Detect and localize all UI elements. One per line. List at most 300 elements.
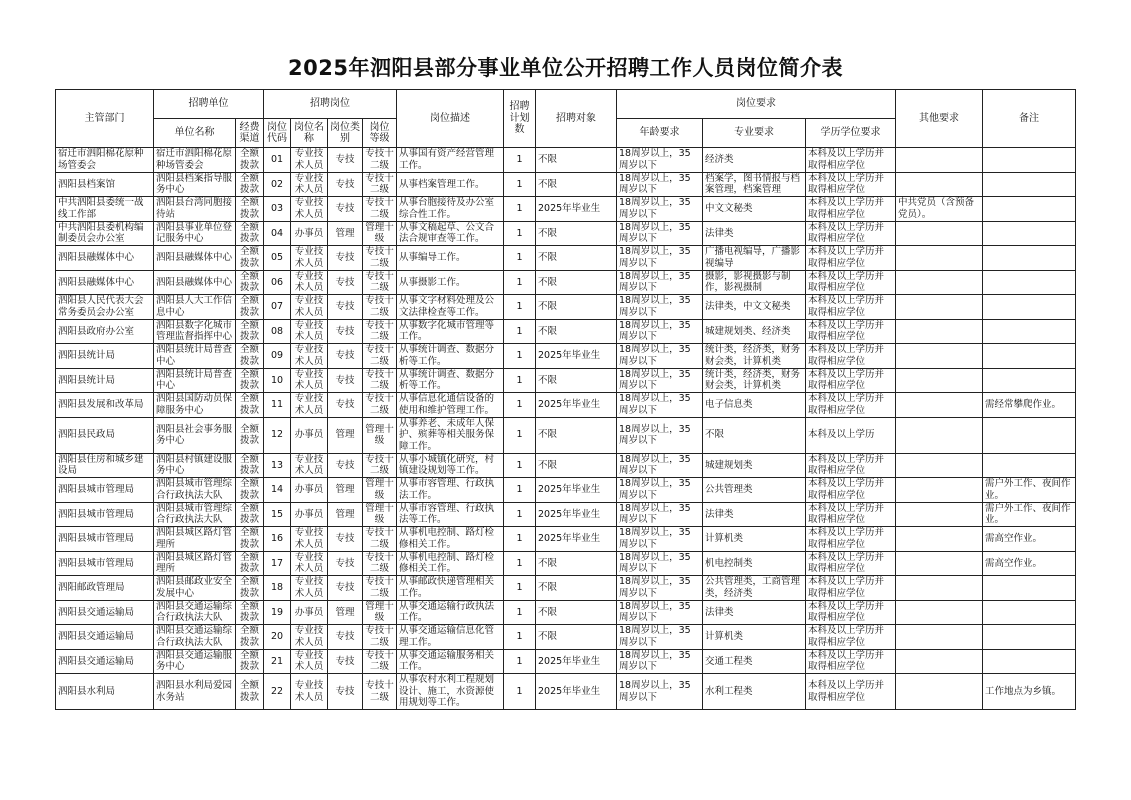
cell-other <box>896 551 983 576</box>
cell-plan-count: 1 <box>504 270 536 295</box>
cell-target: 不限 <box>536 551 617 576</box>
cell-dept: 泗阳县交通运输局 <box>56 625 154 650</box>
cell-education: 本科及以上学历并取得相应学位 <box>806 148 896 173</box>
cell-age: 18周岁以上，35周岁以下 <box>617 600 703 625</box>
cell-dept: 中共泗阳县委机构编制委员会办公室 <box>56 221 154 246</box>
cell-plan-count: 1 <box>504 674 536 710</box>
cell-post-level: 管理十级 <box>363 221 397 246</box>
cell-age: 18周岁以上，35周岁以下 <box>617 197 703 222</box>
cell-other <box>896 576 983 601</box>
table-row <box>56 649 1076 674</box>
cell-post-name: 专业技术人员 <box>291 270 328 295</box>
cell-dept: 泗阳县融媒体中心 <box>56 246 154 271</box>
cell-post-name: 专业技术人员 <box>291 551 328 576</box>
job-positions-table <box>55 89 1076 710</box>
cell-post-level: 专技十二级 <box>363 344 397 369</box>
table-row <box>56 344 1076 369</box>
cell-post-code: 08 <box>264 319 291 344</box>
cell-post-code: 21 <box>264 649 291 674</box>
cell-plan-count: 1 <box>504 393 536 418</box>
cell-post-name: 专业技术人员 <box>291 319 328 344</box>
cell-funding: 全额拨款 <box>236 344 264 369</box>
cell-education: 本科及以上学历并取得相应学位 <box>806 453 896 478</box>
cell-post-level: 专技十二级 <box>363 453 397 478</box>
table-row <box>56 527 1076 552</box>
header-req-group: 岗位要求 <box>617 90 896 119</box>
cell-education: 本科及以上学历 <box>806 417 896 453</box>
cell-other <box>896 649 983 674</box>
cell-post-name: 专业技术人员 <box>291 172 328 197</box>
cell-post-name: 专业技术人员 <box>291 368 328 393</box>
cell-post-name: 专业技术人员 <box>291 576 328 601</box>
cell-funding: 全额拨款 <box>236 576 264 601</box>
cell-education: 本科及以上学历并取得相应学位 <box>806 221 896 246</box>
cell-education: 本科及以上学历并取得相应学位 <box>806 502 896 527</box>
cell-dept: 泗阳县档案馆 <box>56 172 154 197</box>
cell-remark: 需经常攀爬作业。 <box>983 393 1076 418</box>
cell-unit-name: 泗阳县统计局普查中心 <box>154 368 236 393</box>
cell-post-level: 专技十二级 <box>363 625 397 650</box>
cell-post-level: 专技十二级 <box>363 393 397 418</box>
cell-dept: 泗阳县交通运输局 <box>56 600 154 625</box>
table-row <box>56 246 1076 271</box>
cell-other <box>896 344 983 369</box>
cell-post-type: 专技 <box>328 368 363 393</box>
cell-post-code: 18 <box>264 576 291 601</box>
cell-funding: 全额拨款 <box>236 197 264 222</box>
cell-post-level: 管理十级 <box>363 502 397 527</box>
cell-remark: 需高空作业。 <box>983 527 1076 552</box>
cell-age: 18周岁以上，35周岁以下 <box>617 527 703 552</box>
cell-unit-name: 泗阳县水利局爱园水务站 <box>154 674 236 710</box>
cell-post-level: 专技十二级 <box>363 246 397 271</box>
cell-funding: 全额拨款 <box>236 600 264 625</box>
cell-post-type: 专技 <box>328 453 363 478</box>
table-row <box>56 197 1076 222</box>
document-title: 2025年泗阳县部分事业单位公开招聘工作人员岗位简介表 <box>288 56 843 80</box>
cell-post-name: 办事员 <box>291 417 328 453</box>
cell-dept: 泗阳邮政管理局 <box>56 576 154 601</box>
cell-description: 从事交通运输服务相关工作。 <box>397 649 504 674</box>
cell-education: 本科及以上学历并取得相应学位 <box>806 625 896 650</box>
cell-remark <box>983 344 1076 369</box>
cell-description: 从事编导工作。 <box>397 246 504 271</box>
cell-post-name: 专业技术人员 <box>291 197 328 222</box>
cell-post-level: 专技十二级 <box>363 197 397 222</box>
header-post-level: 岗位等级 <box>363 119 397 148</box>
cell-post-name: 专业技术人员 <box>291 527 328 552</box>
cell-description: 从事档案管理工作。 <box>397 172 504 197</box>
cell-post-level: 管理十级 <box>363 417 397 453</box>
cell-post-code: 19 <box>264 600 291 625</box>
cell-funding: 全额拨款 <box>236 649 264 674</box>
cell-description: 从事摄影工作。 <box>397 270 504 295</box>
cell-remark <box>983 625 1076 650</box>
cell-remark <box>983 368 1076 393</box>
cell-age: 18周岁以上，35周岁以下 <box>617 148 703 173</box>
cell-major: 法律类 <box>703 221 806 246</box>
cell-major: 公共管理类，工商管理类，经济类 <box>703 576 806 601</box>
header-other: 其他要求 <box>896 90 983 148</box>
cell-unit-name: 泗阳县邮政业安全发展中心 <box>154 576 236 601</box>
cell-post-type: 管理 <box>328 502 363 527</box>
cell-plan-count: 1 <box>504 478 536 503</box>
cell-post-code: 16 <box>264 527 291 552</box>
cell-description: 从事文字材料处理及公文法律检查等工作。 <box>397 295 504 320</box>
cell-description: 从事市容管理、行政执法等工作。 <box>397 502 504 527</box>
cell-target: 不限 <box>536 172 617 197</box>
cell-unit-name: 泗阳县交通运输服务中心 <box>154 649 236 674</box>
table-row <box>56 576 1076 601</box>
cell-post-type: 专技 <box>328 270 363 295</box>
cell-post-level: 专技十二级 <box>363 368 397 393</box>
cell-major: 公共管理类 <box>703 478 806 503</box>
cell-other <box>896 148 983 173</box>
cell-remark <box>983 600 1076 625</box>
cell-unit-name: 泗阳县城市管理综合行政执法大队 <box>154 478 236 503</box>
cell-age: 18周岁以上，35周岁以下 <box>617 674 703 710</box>
cell-remark <box>983 197 1076 222</box>
cell-education: 本科及以上学历并取得相应学位 <box>806 295 896 320</box>
cell-plan-count: 1 <box>504 527 536 552</box>
cell-major: 不限 <box>703 417 806 453</box>
cell-education: 本科及以上学历并取得相应学位 <box>806 393 896 418</box>
cell-other <box>896 393 983 418</box>
cell-plan-count: 1 <box>504 319 536 344</box>
cell-funding: 全额拨款 <box>236 172 264 197</box>
cell-other <box>896 319 983 344</box>
cell-target: 不限 <box>536 576 617 601</box>
table-row <box>56 295 1076 320</box>
cell-major: 计算机类 <box>703 527 806 552</box>
table-body <box>56 148 1076 710</box>
header-funding: 经费渠道 <box>236 119 264 148</box>
cell-funding: 全额拨款 <box>236 551 264 576</box>
cell-description: 从事台胞接待及办公室综合性工作。 <box>397 197 504 222</box>
cell-unit-name: 泗阳县台湾同胞接待站 <box>154 197 236 222</box>
cell-target: 不限 <box>536 319 617 344</box>
cell-post-level: 专技十二级 <box>363 551 397 576</box>
cell-age: 18周岁以上，35周岁以下 <box>617 344 703 369</box>
cell-post-code: 06 <box>264 270 291 295</box>
cell-post-name: 办事员 <box>291 502 328 527</box>
cell-post-code: 22 <box>264 674 291 710</box>
cell-age: 18周岁以上，35周岁以下 <box>617 478 703 503</box>
cell-description: 从事交通运输信息化管理工作。 <box>397 625 504 650</box>
cell-target: 2025年毕业生 <box>536 674 617 710</box>
cell-target: 不限 <box>536 148 617 173</box>
cell-age: 18周岁以上，35周岁以下 <box>617 368 703 393</box>
cell-unit-name: 泗阳县城市管理综合行政执法大队 <box>154 502 236 527</box>
cell-major: 摄影，影视摄影与制作，影视摄制 <box>703 270 806 295</box>
cell-target: 2025年毕业生 <box>536 344 617 369</box>
cell-post-type: 管理 <box>328 221 363 246</box>
header-description: 岗位描述 <box>397 90 504 148</box>
cell-dept: 泗阳县人民代表大会常务委员会办公室 <box>56 295 154 320</box>
cell-plan-count: 1 <box>504 172 536 197</box>
cell-major: 统计类，经济类，财务财会类，计算机类 <box>703 368 806 393</box>
cell-funding: 全额拨款 <box>236 246 264 271</box>
cell-description: 从事邮政快递管理相关工作。 <box>397 576 504 601</box>
cell-remark <box>983 172 1076 197</box>
cell-major: 法律类 <box>703 600 806 625</box>
cell-post-type: 专技 <box>328 295 363 320</box>
cell-plan-count: 1 <box>504 368 536 393</box>
cell-other <box>896 600 983 625</box>
cell-dept: 泗阳县统计局 <box>56 344 154 369</box>
cell-education: 本科及以上学历并取得相应学位 <box>806 270 896 295</box>
table-row <box>56 393 1076 418</box>
cell-age: 18周岁以上，35周岁以下 <box>617 319 703 344</box>
cell-plan-count: 1 <box>504 576 536 601</box>
cell-plan-count: 1 <box>504 453 536 478</box>
cell-major: 计算机类 <box>703 625 806 650</box>
cell-remark <box>983 246 1076 271</box>
header-dept: 主管部门 <box>56 90 154 148</box>
cell-plan-count: 1 <box>504 551 536 576</box>
cell-age: 18周岁以上，35周岁以下 <box>617 417 703 453</box>
cell-funding: 全额拨款 <box>236 502 264 527</box>
cell-major: 法律类 <box>703 502 806 527</box>
cell-other <box>896 270 983 295</box>
cell-post-type: 专技 <box>328 674 363 710</box>
cell-post-code: 04 <box>264 221 291 246</box>
cell-description: 从事统计调查、数据分析等工作。 <box>397 368 504 393</box>
cell-remark <box>983 319 1076 344</box>
cell-post-type: 管理 <box>328 478 363 503</box>
cell-post-type: 专技 <box>328 319 363 344</box>
table-row <box>56 221 1076 246</box>
cell-description: 从事机电控制、路灯检修相关工作。 <box>397 551 504 576</box>
cell-education: 本科及以上学历并取得相应学位 <box>806 368 896 393</box>
cell-dept: 泗阳县住房和城乡建设局 <box>56 453 154 478</box>
cell-description: 从事养老、未成年人保护、殡葬等相关服务保障工作。 <box>397 417 504 453</box>
cell-major: 广播电视编导，广播影视编导 <box>703 246 806 271</box>
cell-plan-count: 1 <box>504 502 536 527</box>
cell-dept: 泗阳县城市管理局 <box>56 478 154 503</box>
cell-target: 不限 <box>536 625 617 650</box>
cell-post-code: 02 <box>264 172 291 197</box>
cell-post-code: 15 <box>264 502 291 527</box>
cell-funding: 全额拨款 <box>236 148 264 173</box>
header-post-name: 岗位名称 <box>291 119 328 148</box>
cell-remark <box>983 270 1076 295</box>
cell-age: 18周岁以上，35周岁以下 <box>617 295 703 320</box>
cell-post-code: 12 <box>264 417 291 453</box>
table-row <box>56 502 1076 527</box>
cell-post-level: 专技十二级 <box>363 576 397 601</box>
cell-unit-name: 泗阳县城区路灯管理所 <box>154 527 236 552</box>
cell-other <box>896 417 983 453</box>
cell-unit-name: 泗阳县统计局普查中心 <box>154 344 236 369</box>
header-plan-count: 招聘计划数 <box>504 90 536 148</box>
cell-post-type: 专技 <box>328 344 363 369</box>
cell-dept: 泗阳县城市管理局 <box>56 527 154 552</box>
cell-age: 18周岁以上，35周岁以下 <box>617 576 703 601</box>
cell-education: 本科及以上学历并取得相应学位 <box>806 576 896 601</box>
header-unit-name: 单位名称 <box>154 119 236 148</box>
cell-remark: 需户外工作、夜间作业。 <box>983 502 1076 527</box>
cell-post-type: 专技 <box>328 576 363 601</box>
table-row <box>56 270 1076 295</box>
table-row <box>56 600 1076 625</box>
cell-post-type: 专技 <box>328 551 363 576</box>
cell-description: 从事农村水利工程规划设计、施工，水资源使用规划等工作。 <box>397 674 504 710</box>
cell-remark: 需高空作业。 <box>983 551 1076 576</box>
cell-education: 本科及以上学历并取得相应学位 <box>806 246 896 271</box>
table-row <box>56 478 1076 503</box>
cell-age: 18周岁以上，35周岁以下 <box>617 625 703 650</box>
table-row <box>56 674 1076 710</box>
cell-description: 从事统计调查、数据分析等工作。 <box>397 344 504 369</box>
cell-post-code: 14 <box>264 478 291 503</box>
cell-major: 经济类 <box>703 148 806 173</box>
cell-other <box>896 478 983 503</box>
cell-post-code: 05 <box>264 246 291 271</box>
cell-major: 中文文秘类 <box>703 197 806 222</box>
cell-other <box>896 172 983 197</box>
cell-post-type: 专技 <box>328 197 363 222</box>
cell-post-level: 专技十二级 <box>363 649 397 674</box>
cell-unit-name: 泗阳县村镇建设服务中心 <box>154 453 236 478</box>
table-row <box>56 625 1076 650</box>
cell-post-code: 10 <box>264 368 291 393</box>
cell-target: 不限 <box>536 600 617 625</box>
cell-post-name: 办事员 <box>291 600 328 625</box>
cell-target: 不限 <box>536 270 617 295</box>
cell-funding: 全额拨款 <box>236 625 264 650</box>
cell-post-level: 专技十二级 <box>363 172 397 197</box>
cell-post-name: 专业技术人员 <box>291 148 328 173</box>
cell-remark: 工作地点为乡镇。 <box>983 674 1076 710</box>
cell-post-code: 17 <box>264 551 291 576</box>
cell-age: 18周岁以上，35周岁以下 <box>617 551 703 576</box>
cell-unit-name: 泗阳县社会事务服务中心 <box>154 417 236 453</box>
cell-plan-count: 1 <box>504 221 536 246</box>
cell-education: 本科及以上学历并取得相应学位 <box>806 197 896 222</box>
cell-major: 电子信息类 <box>703 393 806 418</box>
cell-plan-count: 1 <box>504 148 536 173</box>
cell-age: 18周岁以上，35周岁以下 <box>617 246 703 271</box>
cell-remark <box>983 576 1076 601</box>
cell-plan-count: 1 <box>504 417 536 453</box>
cell-post-code: 11 <box>264 393 291 418</box>
cell-post-level: 专技十二级 <box>363 270 397 295</box>
header-post-group: 招聘岗位 <box>264 90 397 119</box>
cell-education: 本科及以上学历并取得相应学位 <box>806 172 896 197</box>
cell-post-code: 13 <box>264 453 291 478</box>
cell-description: 从事国有资产经营管理工作。 <box>397 148 504 173</box>
header-unit-group: 招聘单位 <box>154 90 264 119</box>
cell-target: 不限 <box>536 246 617 271</box>
cell-post-type: 专技 <box>328 625 363 650</box>
cell-age: 18周岁以上，35周岁以下 <box>617 502 703 527</box>
cell-major: 城建规划类 <box>703 453 806 478</box>
cell-post-level: 专技十二级 <box>363 295 397 320</box>
cell-major: 城建规划类、经济类 <box>703 319 806 344</box>
cell-dept: 泗阳县政府办公室 <box>56 319 154 344</box>
cell-funding: 全额拨款 <box>236 368 264 393</box>
cell-post-level: 专技十二级 <box>363 527 397 552</box>
table-row <box>56 417 1076 453</box>
cell-funding: 全额拨款 <box>236 319 264 344</box>
cell-age: 18周岁以上，35周岁以下 <box>617 393 703 418</box>
header-education: 学历学位要求 <box>806 119 896 148</box>
cell-other <box>896 295 983 320</box>
cell-plan-count: 1 <box>504 600 536 625</box>
cell-post-name: 专业技术人员 <box>291 295 328 320</box>
cell-dept: 中共泗阳县委统一战线工作部 <box>56 197 154 222</box>
cell-education: 本科及以上学历并取得相应学位 <box>806 527 896 552</box>
cell-description: 从事信息化通信设备的使用和维护管理工作。 <box>397 393 504 418</box>
cell-major: 交通工程类 <box>703 649 806 674</box>
cell-unit-name: 泗阳县档案指导服务中心 <box>154 172 236 197</box>
cell-plan-count: 1 <box>504 344 536 369</box>
table-row <box>56 148 1076 173</box>
cell-unit-name: 泗阳县城区路灯管理所 <box>154 551 236 576</box>
cell-other <box>896 527 983 552</box>
cell-dept: 泗阳县统计局 <box>56 368 154 393</box>
cell-age: 18周岁以上，35周岁以下 <box>617 270 703 295</box>
cell-post-type: 专技 <box>328 246 363 271</box>
cell-post-type: 专技 <box>328 393 363 418</box>
cell-post-level: 专技十二级 <box>363 319 397 344</box>
header-age: 年龄要求 <box>617 119 703 148</box>
table-row <box>56 551 1076 576</box>
cell-major: 水利工程类 <box>703 674 806 710</box>
header-target: 招聘对象 <box>536 90 617 148</box>
cell-post-name: 专业技术人员 <box>291 674 328 710</box>
cell-target: 不限 <box>536 453 617 478</box>
cell-post-name: 办事员 <box>291 221 328 246</box>
cell-funding: 全额拨款 <box>236 270 264 295</box>
cell-description: 从事机电控制、路灯检修相关工作。 <box>397 527 504 552</box>
cell-post-name: 办事员 <box>291 478 328 503</box>
cell-post-level: 专技十二级 <box>363 674 397 710</box>
header-post-type: 岗位类别 <box>328 119 363 148</box>
cell-age: 18周岁以上，35周岁以下 <box>617 649 703 674</box>
cell-funding: 全额拨款 <box>236 417 264 453</box>
cell-age: 18周岁以上，35周岁以下 <box>617 172 703 197</box>
cell-target: 2025年毕业生 <box>536 197 617 222</box>
cell-unit-name: 泗阳县数字化城市管理监督指挥中心 <box>154 319 236 344</box>
cell-post-level: 专技十二级 <box>363 148 397 173</box>
cell-post-code: 03 <box>264 197 291 222</box>
cell-post-code: 09 <box>264 344 291 369</box>
cell-description: 从事小城镇化研究，村镇建设规划等工作。 <box>397 453 504 478</box>
header-remark: 备注 <box>983 90 1076 148</box>
cell-dept: 泗阳县交通运输局 <box>56 649 154 674</box>
cell-description: 从事市容管理、行政执法工作。 <box>397 478 504 503</box>
cell-remark: 需户外工作、夜间作业。 <box>983 478 1076 503</box>
cell-unit-name: 泗阳县融媒体中心 <box>154 246 236 271</box>
cell-plan-count: 1 <box>504 295 536 320</box>
cell-plan-count: 1 <box>504 649 536 674</box>
cell-description: 从事数字化城市管理等工作。 <box>397 319 504 344</box>
cell-target: 不限 <box>536 417 617 453</box>
cell-dept: 泗阳县城市管理局 <box>56 502 154 527</box>
cell-remark <box>983 453 1076 478</box>
cell-post-type: 专技 <box>328 649 363 674</box>
cell-funding: 全额拨款 <box>236 453 264 478</box>
cell-unit-name: 泗阳县人大工作信息中心 <box>154 295 236 320</box>
cell-other <box>896 368 983 393</box>
table-row <box>56 453 1076 478</box>
cell-funding: 全额拨款 <box>236 527 264 552</box>
cell-remark <box>983 295 1076 320</box>
cell-education: 本科及以上学历并取得相应学位 <box>806 600 896 625</box>
cell-funding: 全额拨款 <box>236 393 264 418</box>
